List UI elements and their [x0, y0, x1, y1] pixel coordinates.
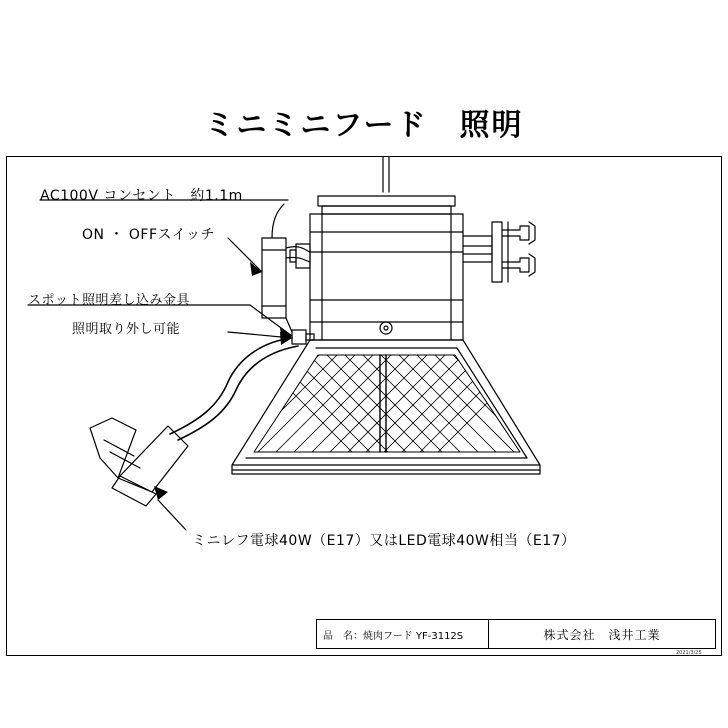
title-block-company: 株式会社 浅井工業 — [543, 627, 661, 642]
title-block-product: 品 名：焼肉フード YF-3112S — [317, 620, 489, 648]
page-title: ミニミニフード 照明 — [204, 108, 524, 143]
title-block-date: 2021/3/25 — [676, 650, 702, 656]
label-bulb: ミニレフ電球40W（E17）又はLED電球40W相当（E17） — [192, 533, 576, 549]
label-switch: ON ・ OFFスイッチ — [82, 227, 215, 243]
label-spot-bracket: スポット照明差し込み金具 — [28, 293, 191, 308]
title-block — [316, 619, 716, 649]
label-power-cord: AC100V コンセント 約1.1m — [40, 188, 243, 204]
label-removable: 照明取り外し可能 — [72, 322, 181, 337]
